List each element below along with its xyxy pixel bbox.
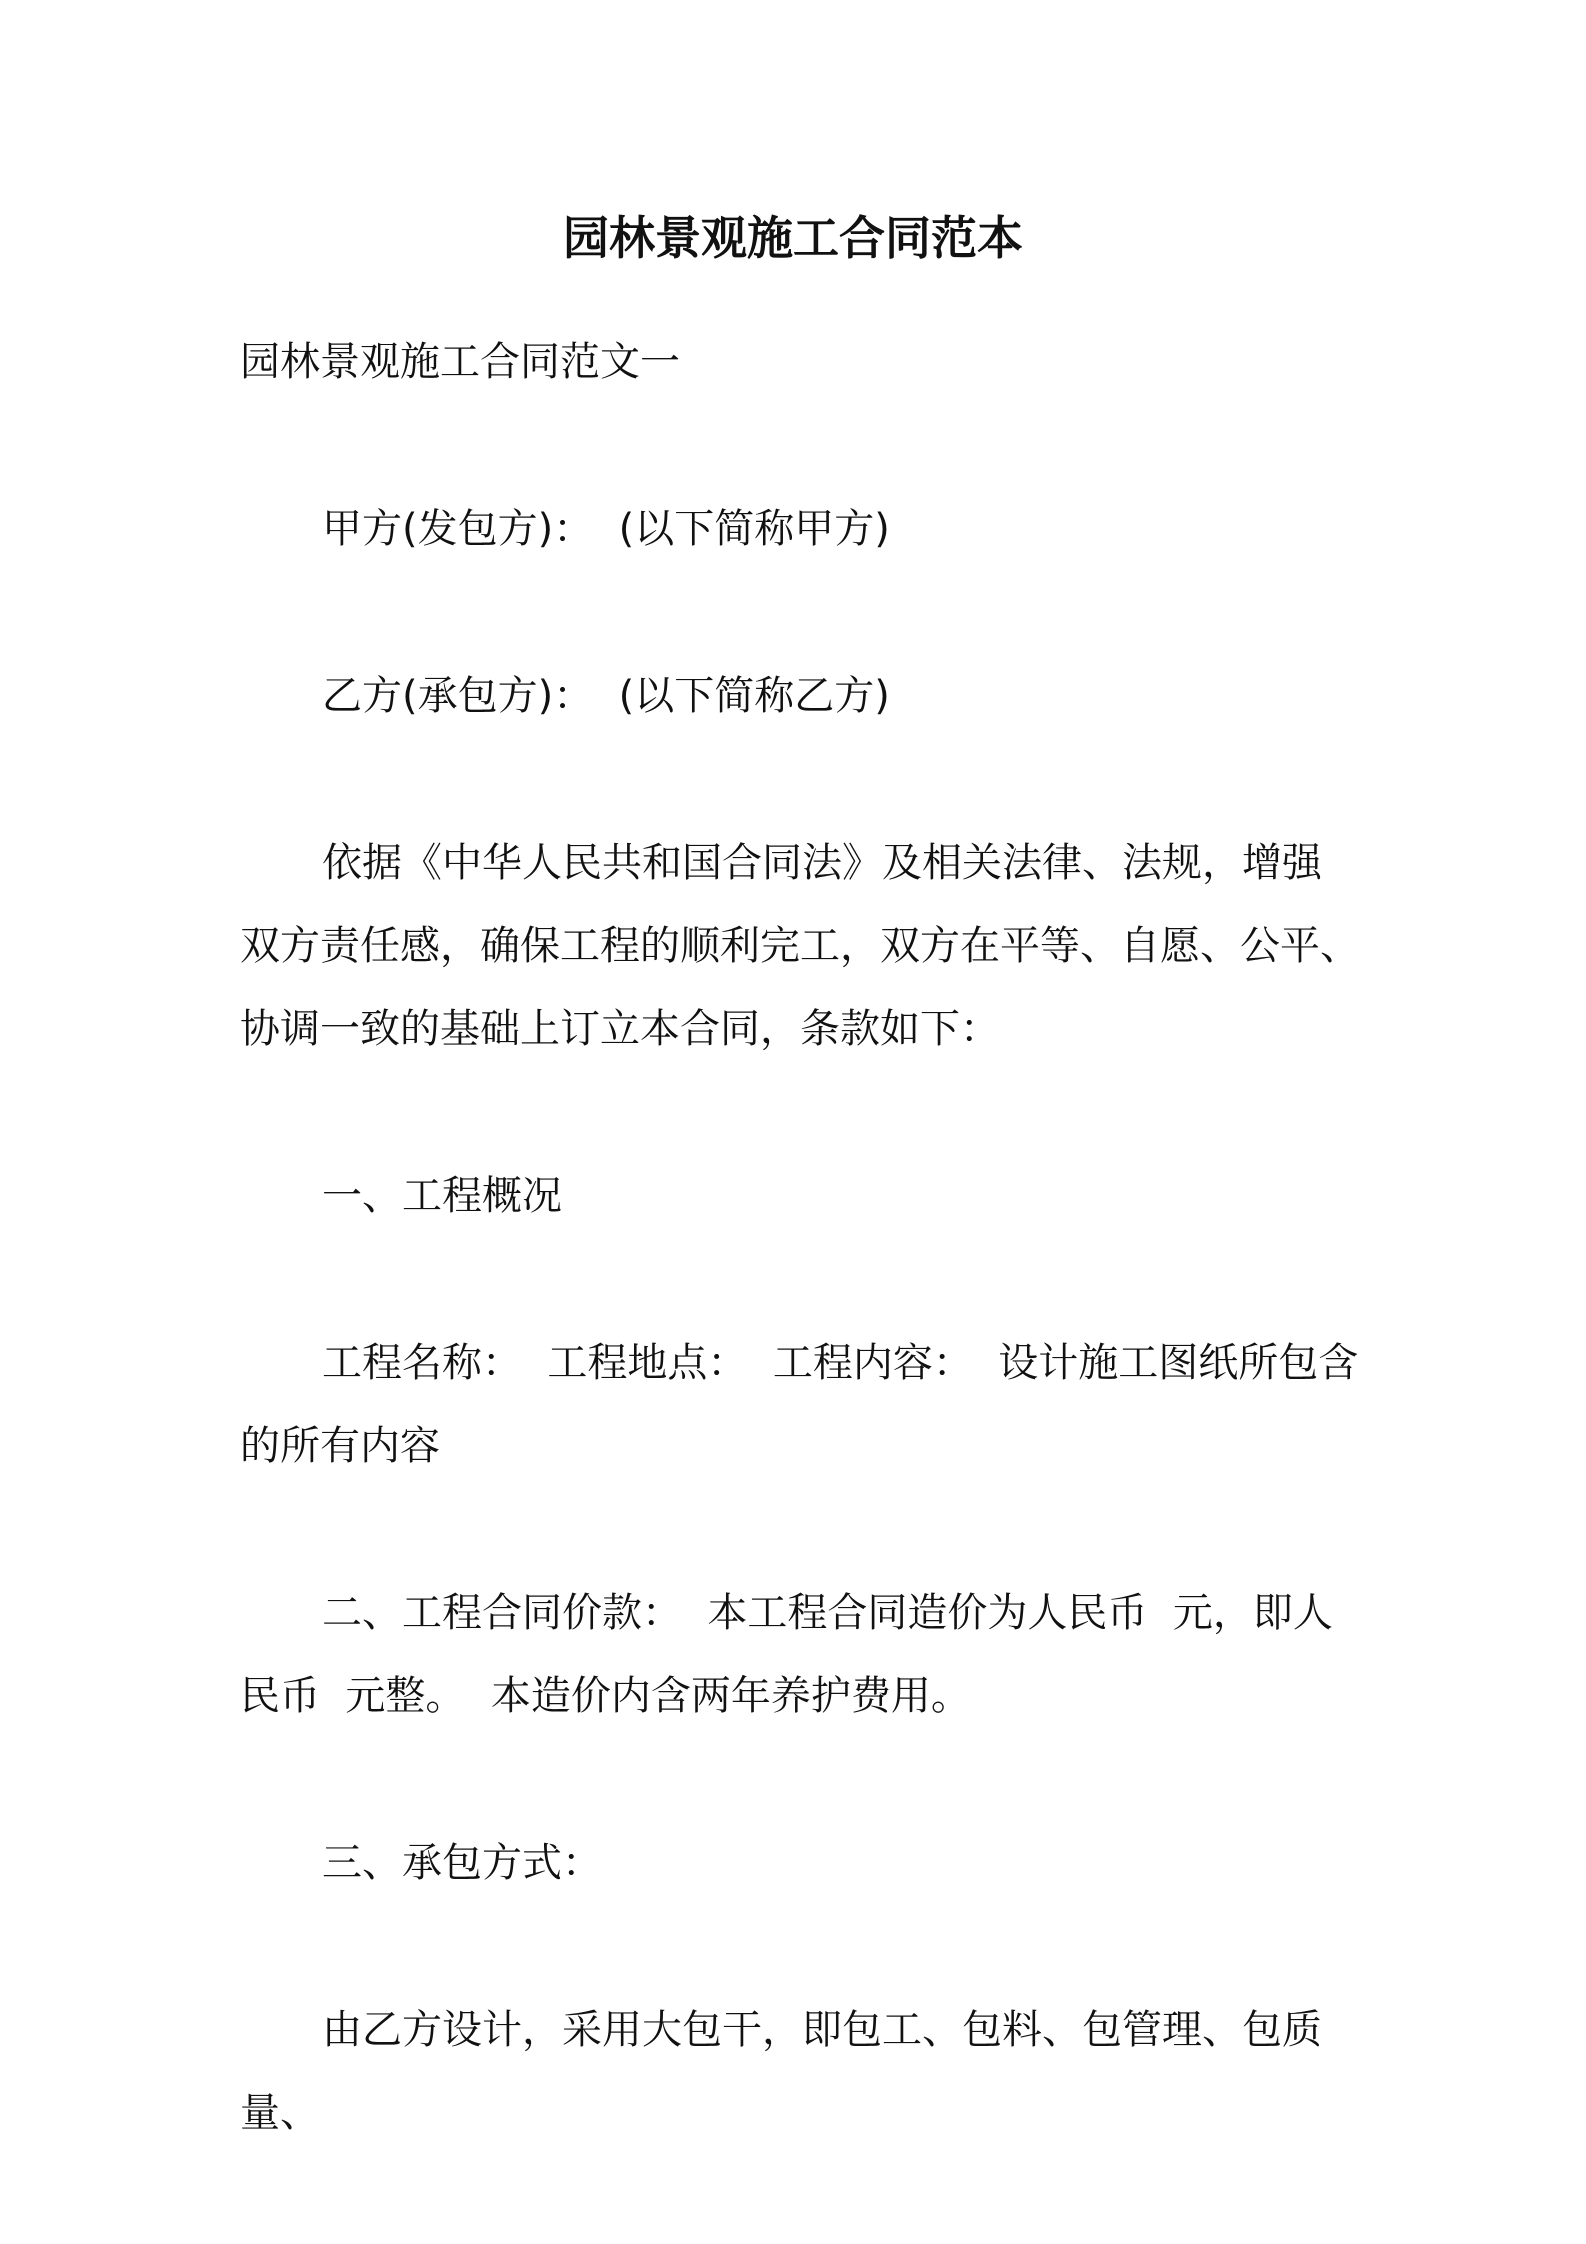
- document-title: 园林景观施工合同范本: [563, 211, 1023, 265]
- clause-one-heading: 一、工程概况: [322, 1173, 562, 1219]
- preamble-paragraph: 依据《中华人民共和国合同法》及相关法律、法规，增强双方责任感，确保工程的顺利完工，双方在平等、自愿、公平、协调一致的基础上订立本合同，条款如下：: [240, 840, 1360, 1052]
- project-details-paragraph: 工程名称： 工程地点： 工程内容： 设计施工图纸所包含的所有内容: [240, 1340, 1359, 1469]
- section-heading-sample-one: 园林景观施工合同范文一: [240, 339, 680, 385]
- contracting-method-paragraph: 由乙方设计，采用大包干，即包工、包料、包管理、包质量、: [240, 2007, 1322, 2136]
- party-b-line: 乙方(承包方)： (以下简称乙方): [322, 673, 890, 719]
- party-a-line: 甲方(发包方)： (以下简称甲方): [322, 506, 890, 552]
- clause-three-heading: 三、承包方式：: [322, 1840, 602, 1886]
- contract-price-paragraph: 二、工程合同价款： 本工程合同造价为人民币 元，即人民币 元整。 本造价内含两年养护费用。: [240, 1590, 1333, 1719]
